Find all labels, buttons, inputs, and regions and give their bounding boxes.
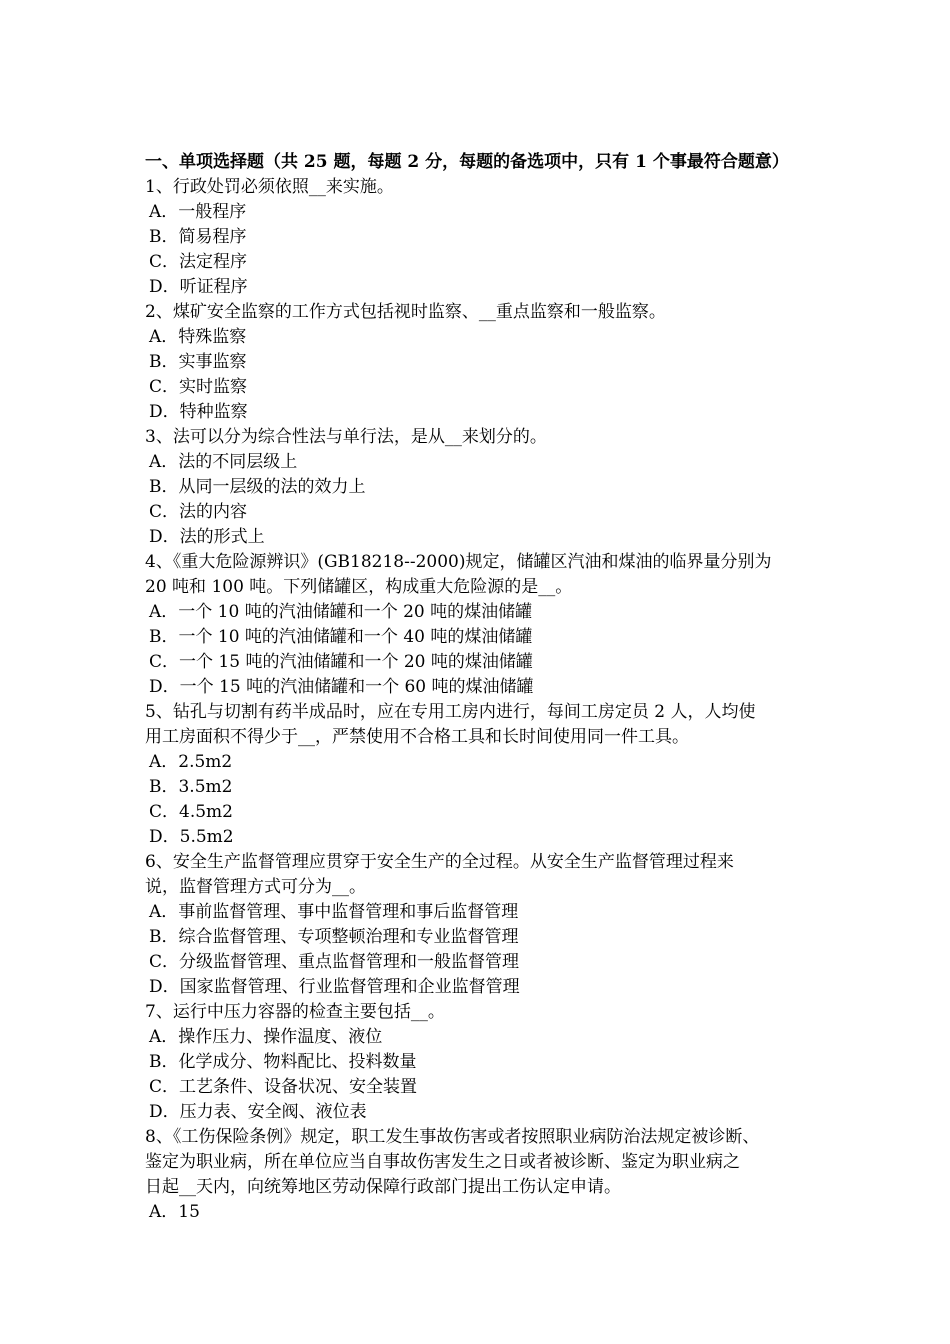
section-heading: 一、单项选择题（共 25 题，每题 2 分，每题的备选项中，只有 1 个事最符合题意） <box>145 152 789 172</box>
question-stem: 3、法可以分为综合性法与单行法，是从__来划分的。 <box>145 427 547 447</box>
option-b: B．3.5m2 <box>149 777 233 797</box>
option-d: D．一个 15 吨的汽油储罐和一个 60 吨的煤油储罐 <box>149 677 534 697</box>
question-3 <box>145 425 825 550</box>
exam-content <box>145 150 825 1225</box>
question-stem: 2、煤矿安全监察的工作方式包括视时监察、__重点监察和一般监察。 <box>145 302 666 322</box>
option-a: A．2.5m2 <box>149 752 233 772</box>
question-1 <box>145 175 825 300</box>
question-stem: 8、《工伤保险条例》规定，职工发生事故伤害或者按照职业病防治法规定被诊断、 <box>145 1127 760 1147</box>
option-a: A．事前监督管理、事中监督管理和事后监督管理 <box>149 902 519 922</box>
question-stem: 20 吨和 100 吨。下列储罐区，构成重大危险源的是__。 <box>145 577 573 597</box>
option-b: B．综合监督管理、专项整顿治理和专业监督管理 <box>149 927 519 947</box>
option-b: B．简易程序 <box>149 227 247 247</box>
option-a: A．15 <box>149 1202 200 1222</box>
option-a: A．法的不同层级上 <box>149 452 298 472</box>
question-stem: 7、运行中压力容器的检查主要包括__。 <box>145 1002 445 1022</box>
option-a: A．操作压力、操作温度、液位 <box>149 1027 383 1047</box>
question-8 <box>145 1125 825 1225</box>
question-stem: 6、安全生产监督管理应贯穿于安全生产的全过程。从安全生产监督管理过程来 <box>145 852 734 872</box>
question-6 <box>145 850 825 1000</box>
option-d: D．国家监督管理、行业监督管理和企业监督管理 <box>149 977 520 997</box>
option-b: B．一个 10 吨的汽油储罐和一个 40 吨的煤油储罐 <box>149 627 533 647</box>
option-a: A．一个 10 吨的汽油储罐和一个 20 吨的煤油储罐 <box>149 602 533 622</box>
question-stem: 用工房面积不得少于__，严禁使用不合格工具和长时间使用同一件工具。 <box>145 727 689 747</box>
option-d: D．听证程序 <box>149 277 248 297</box>
question-stem: 说，监督管理方式可分为__。 <box>145 877 366 897</box>
question-7 <box>145 1000 825 1125</box>
question-stem: 日起__天内，向统筹地区劳动保障行政部门提出工伤认定申请。 <box>145 1177 621 1197</box>
option-c: C．4.5m2 <box>149 802 233 822</box>
question-stem: 1、行政处罚必须依照__来实施。 <box>145 177 394 197</box>
option-c: C．实时监察 <box>149 377 248 397</box>
option-c: C．分级监督管理、重点监督管理和一般监督管理 <box>149 952 520 972</box>
question-5 <box>145 700 825 850</box>
question-stem: 4、《重大危险源辨识》(GB18218--2000)规定，储罐区汽油和煤油的临界量分别为 <box>145 552 772 572</box>
option-c: C．法的内容 <box>149 502 248 522</box>
option-d: D．5.5m2 <box>149 827 234 847</box>
option-c: C．法定程序 <box>149 252 248 272</box>
option-b: B．化学成分、物料配比、投料数量 <box>149 1052 417 1072</box>
option-b: B．从同一层级的法的效力上 <box>149 477 366 497</box>
question-2 <box>145 300 825 425</box>
option-a: A．一般程序 <box>149 202 247 222</box>
option-b: B．实事监察 <box>149 352 247 372</box>
option-a: A．特殊监察 <box>149 327 247 347</box>
option-d: D．特种监察 <box>149 402 248 422</box>
question-stem: 5、钻孔与切割有药半成品时，应在专用工房内进行，每间工房定员 2 人，人均使 <box>145 702 756 722</box>
option-c: C．工艺条件、设备状况、安全装置 <box>149 1077 418 1097</box>
question-stem: 鉴定为职业病，所在单位应当自事故伤害发生之日或者被诊断、鉴定为职业病之 <box>145 1152 740 1172</box>
option-d: D．法的形式上 <box>149 527 265 547</box>
question-4 <box>145 550 825 700</box>
option-c: C．一个 15 吨的汽油储罐和一个 20 吨的煤油储罐 <box>149 652 533 672</box>
option-d: D．压力表、安全阀、液位表 <box>149 1102 367 1122</box>
